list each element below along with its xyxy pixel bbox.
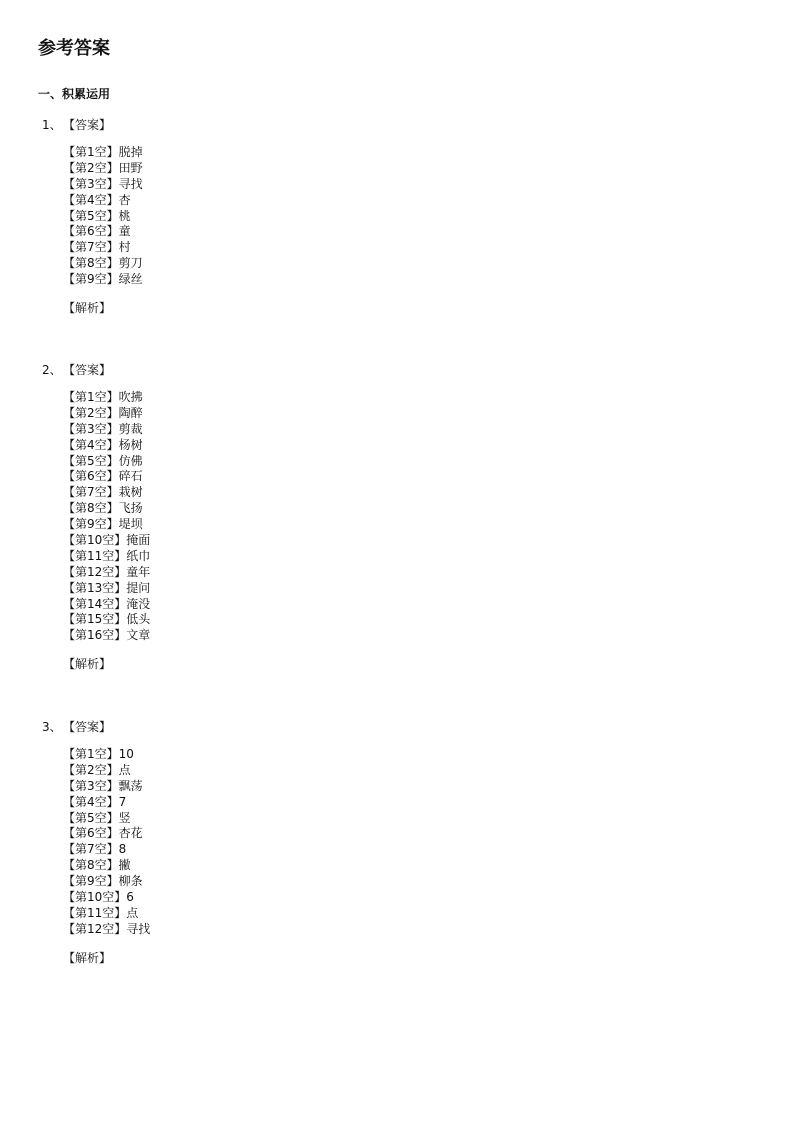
gap-value: 提问	[126, 580, 151, 595]
answer-line	[63, 406, 738, 422]
gap-value: 绿丝	[118, 272, 143, 287]
gap-value: 柳条	[118, 874, 143, 889]
answer-line	[63, 811, 738, 827]
gap-label: 【第2空】	[63, 160, 119, 175]
gap-label: 【第7空】	[63, 842, 119, 857]
answer-line	[63, 145, 738, 161]
gap-label: 【第9空】	[63, 517, 119, 532]
gap-value: 点	[118, 762, 131, 777]
gap-label: 【第8空】	[63, 501, 119, 516]
gap-value: 7	[118, 794, 127, 809]
question-number: 2、	[42, 363, 62, 377]
answer-line	[63, 177, 738, 193]
analysis-label: 【解析】	[63, 301, 112, 316]
answer-line	[63, 272, 738, 288]
gap-label: 【第7空】	[63, 485, 119, 500]
answer-line	[63, 485, 738, 501]
page-title: 参考答案	[38, 38, 110, 59]
gap-label: 【第8空】	[63, 858, 119, 873]
gap-label: 【第11空】	[63, 548, 127, 563]
answer-line	[63, 517, 738, 533]
gap-label: 【第1空】	[63, 390, 119, 404]
answer-line	[63, 747, 738, 763]
gap-value: 寻找	[126, 921, 151, 936]
answer-line	[63, 454, 738, 470]
answer-line	[63, 890, 738, 906]
answer-line	[63, 842, 738, 858]
gap-label: 【第4空】	[63, 794, 119, 809]
gap-value: 10	[118, 747, 134, 761]
answer-label: 【答案】	[63, 118, 112, 132]
gap-value: 桃	[118, 208, 131, 223]
answer-line	[63, 858, 738, 874]
gap-value: 田野	[118, 160, 143, 175]
question-header	[38, 117, 738, 133]
gap-value: 淹没	[126, 596, 151, 611]
gap-value: 6	[126, 890, 134, 905]
gap-label: 【第10空】	[63, 533, 127, 548]
gap-label: 【第6空】	[63, 224, 119, 239]
answer-line	[63, 565, 738, 581]
gap-value: 寻找	[118, 176, 143, 191]
question-header	[38, 719, 738, 735]
answer-line	[63, 209, 738, 225]
gap-label: 【第16空】	[63, 628, 127, 643]
answer-line	[63, 549, 738, 565]
section-title: 一、积累运用	[38, 87, 111, 101]
gap-label: 【第15空】	[63, 612, 127, 627]
gap-label: 【第5空】	[63, 453, 119, 468]
answer-line	[63, 240, 738, 256]
gap-label: 【第11空】	[63, 905, 127, 920]
gap-label: 【第4空】	[63, 192, 119, 207]
answer-line	[63, 161, 738, 177]
gap-label: 【第6空】	[63, 826, 119, 841]
answer-line	[63, 906, 738, 922]
answer-line	[63, 597, 738, 613]
gap-label: 【第14空】	[63, 596, 127, 611]
answer-label: 【答案】	[63, 720, 112, 734]
gap-label: 【第7空】	[63, 240, 119, 255]
answer-line	[63, 795, 738, 811]
answer-line	[63, 779, 738, 795]
gap-label: 【第9空】	[63, 272, 119, 287]
question-number: 3、	[42, 720, 62, 734]
question-3	[38, 719, 738, 966]
gap-label: 【第9空】	[63, 874, 119, 889]
answer-label: 【答案】	[63, 363, 112, 377]
gap-label: 【第5空】	[63, 208, 119, 223]
gap-value: 竖	[118, 810, 131, 825]
gap-label: 【第3空】	[63, 176, 119, 191]
gap-label: 【第12空】	[63, 921, 127, 936]
gap-value: 飘荡	[118, 778, 143, 793]
gap-value: 村	[118, 240, 131, 255]
gap-label: 【第1空】	[63, 747, 119, 761]
gap-label: 【第1空】	[63, 145, 119, 159]
answer-line	[63, 193, 738, 209]
answer-line	[63, 533, 738, 549]
answer-line	[63, 422, 738, 438]
question-header	[38, 362, 738, 378]
question-2	[38, 362, 738, 672]
gap-label: 【第3空】	[63, 421, 119, 436]
gap-value: 掩面	[126, 533, 151, 548]
gap-label: 【第12空】	[63, 564, 127, 579]
gap-label: 【第2空】	[63, 762, 119, 777]
gap-value: 堤坝	[118, 517, 143, 532]
gap-value: 仿佛	[118, 453, 143, 468]
answer-list	[63, 145, 738, 288]
gap-value: 杨树	[118, 437, 143, 452]
gap-label: 【第13空】	[63, 580, 127, 595]
gap-label: 【第8空】	[63, 256, 119, 271]
answer-line	[63, 874, 738, 890]
answer-line	[63, 438, 738, 454]
answer-list	[63, 747, 738, 938]
analysis-label: 【解析】	[63, 657, 112, 672]
analysis-label: 【解析】	[63, 950, 112, 965]
gap-label: 【第6空】	[63, 469, 119, 484]
gap-value: 陶醉	[118, 405, 143, 420]
answer-line	[63, 763, 738, 779]
gap-value: 童年	[126, 564, 151, 579]
gap-value: 撇	[118, 858, 131, 873]
gap-value: 栽树	[118, 485, 143, 500]
gap-value: 剪刀	[118, 256, 143, 271]
answer-line	[63, 256, 738, 272]
answer-line	[63, 501, 738, 517]
answer-line	[63, 224, 738, 240]
answer-line	[63, 922, 738, 938]
gap-value: 低头	[126, 612, 151, 627]
gap-value: 文章	[126, 628, 151, 643]
gap-value: 童	[118, 224, 131, 239]
gap-label: 【第10空】	[63, 890, 127, 905]
answer-line	[63, 612, 738, 628]
gap-label: 【第5空】	[63, 810, 119, 825]
question-number: 1、	[42, 118, 62, 132]
gap-value: 碎石	[118, 469, 143, 484]
gap-value: 纸巾	[126, 548, 151, 563]
gap-value: 吹拂	[118, 390, 143, 404]
gap-label: 【第4空】	[63, 437, 119, 452]
gap-value: 杏	[118, 192, 131, 207]
gap-label: 【第3空】	[63, 778, 119, 793]
gap-value: 点	[126, 905, 139, 920]
answer-line	[63, 469, 738, 485]
gap-value: 杏花	[118, 826, 143, 841]
answer-line	[63, 581, 738, 597]
question-1	[38, 117, 738, 316]
answer-list	[63, 390, 738, 644]
gap-value: 8	[118, 842, 127, 857]
answer-line	[63, 628, 738, 644]
answer-line	[63, 390, 738, 406]
gap-value: 剪裁	[118, 421, 143, 436]
answer-line	[63, 826, 738, 842]
gap-label: 【第2空】	[63, 405, 119, 420]
gap-value: 飞扬	[118, 501, 143, 516]
gap-value: 脱掉	[118, 145, 143, 159]
